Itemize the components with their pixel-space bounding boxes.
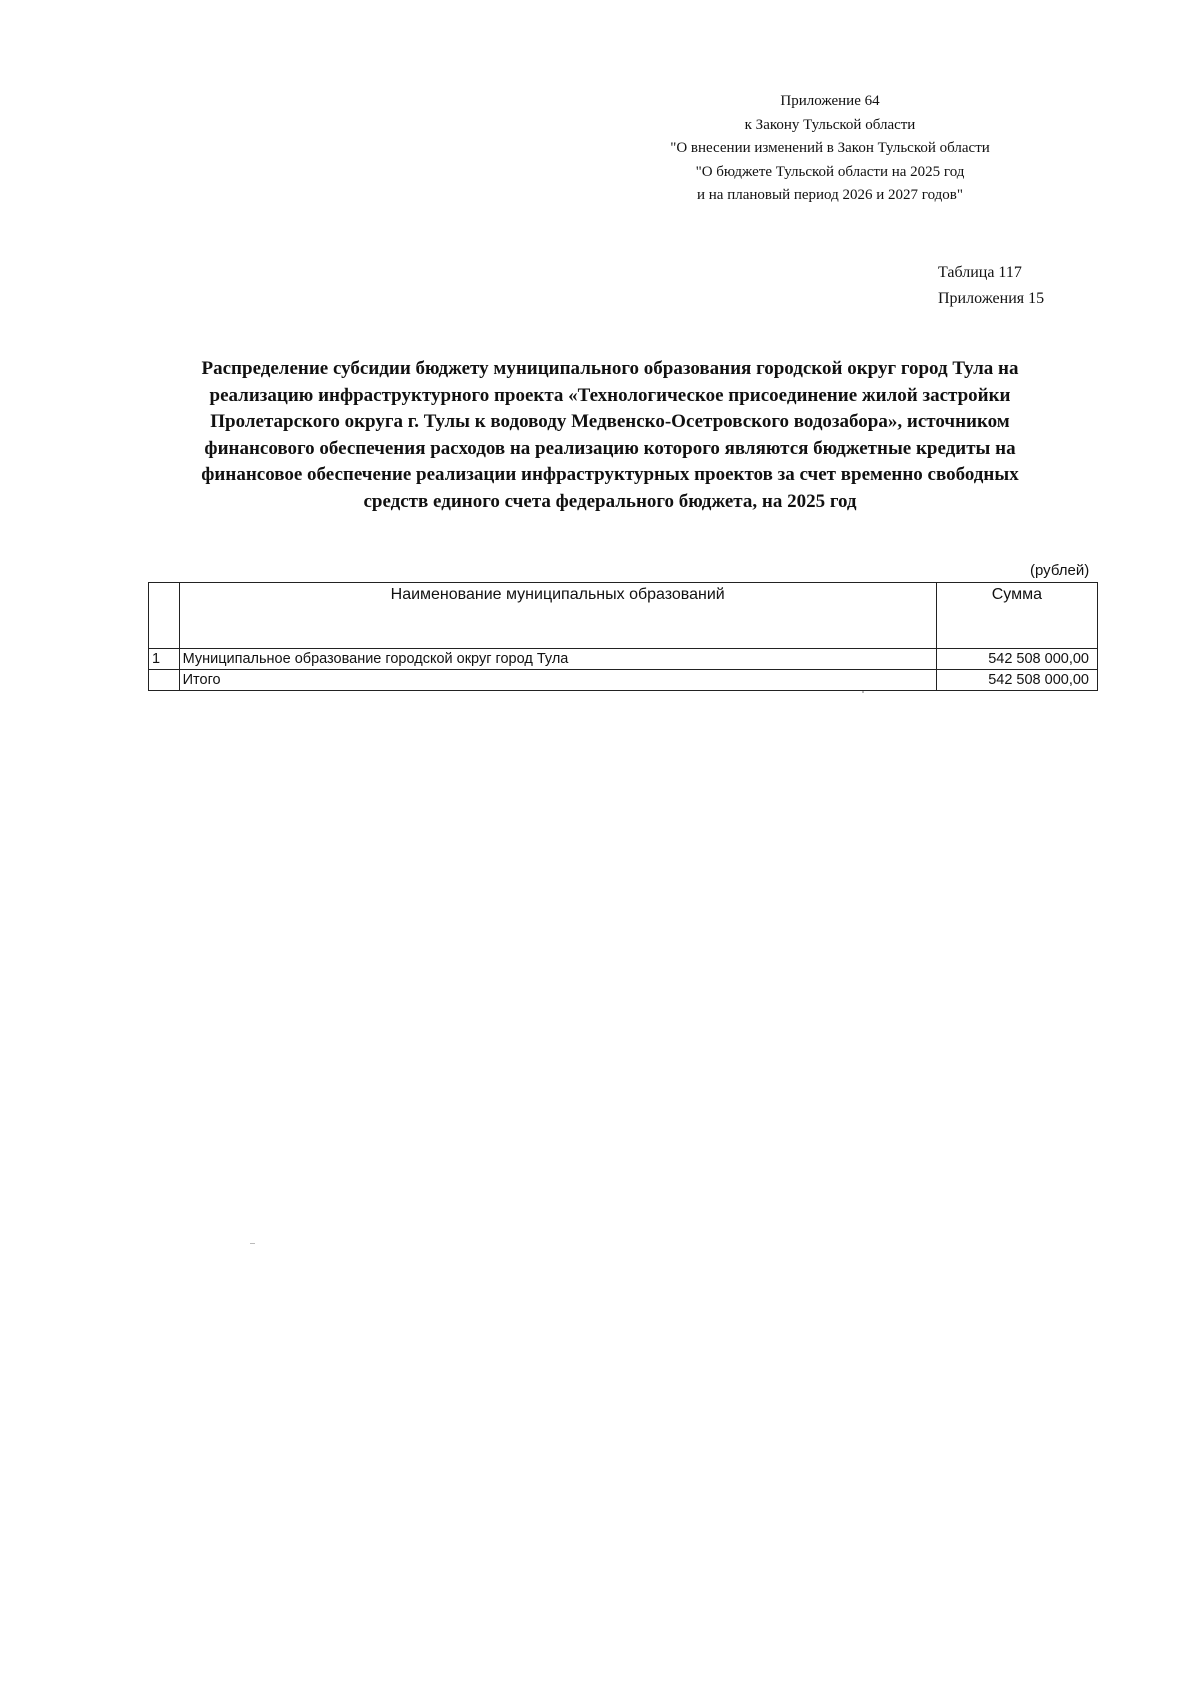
- scan-speck: [862, 691, 864, 693]
- scan-speck: [250, 1243, 255, 1244]
- annex-line: "О внесении изменений в Закон Тульской области: [670, 140, 990, 156]
- annex-line: к Закону Тульской области: [744, 116, 916, 133]
- title-line: реализацию инфраструктурного проекта «Технологическое присоединение жилой застройки: [209, 384, 1011, 406]
- header-num: [149, 583, 180, 649]
- title-line: Пролетарского округа г. Тулы к водоводу Медвенско-Осетровского водозабора», источником: [210, 411, 1010, 432]
- appendix-number: Приложения 15: [938, 290, 1045, 307]
- table-header-row: [149, 583, 1098, 649]
- title-line: Распределение субсидии бюджету муниципального образования городской округ город Тула на: [201, 358, 1019, 379]
- annex-header: [620, 90, 1040, 208]
- row-sum: 542 508 000,00: [936, 649, 1097, 670]
- units-label: (рублей): [1030, 562, 1090, 579]
- subsidy-table: [148, 582, 1098, 691]
- title-line: финансового обеспечения расходов на реализацию которого являются бюджетные кредиты на: [204, 437, 1016, 459]
- row-num: [149, 670, 180, 691]
- row-name: Муниципальное образование городской округ город Тула: [179, 649, 936, 670]
- row-num: 1: [149, 649, 180, 670]
- table-number: Таблица 117: [938, 264, 1022, 281]
- header-sum: Сумма: [936, 583, 1097, 649]
- table-reference: [938, 260, 1044, 312]
- annex-line: Приложение 64: [780, 93, 880, 109]
- table-row: [149, 649, 1098, 670]
- row-sum: 542 508 000,00: [936, 670, 1097, 691]
- header-name: Наименование муниципальных образований: [179, 583, 936, 649]
- row-name: Итого: [179, 670, 936, 691]
- document-title: [120, 356, 1100, 515]
- annex-line: "О бюджете Тульской области на 2025 год: [695, 163, 965, 180]
- title-line: финансовое обеспечение реализации инфраструктурных проектов за счет временно свободных: [201, 464, 1019, 485]
- table-total-row: [149, 670, 1098, 691]
- annex-line: и на плановый период 2026 и 2027 годов": [697, 187, 963, 203]
- title-line: средств единого счета федерального бюджета, на 2025 год: [363, 490, 857, 512]
